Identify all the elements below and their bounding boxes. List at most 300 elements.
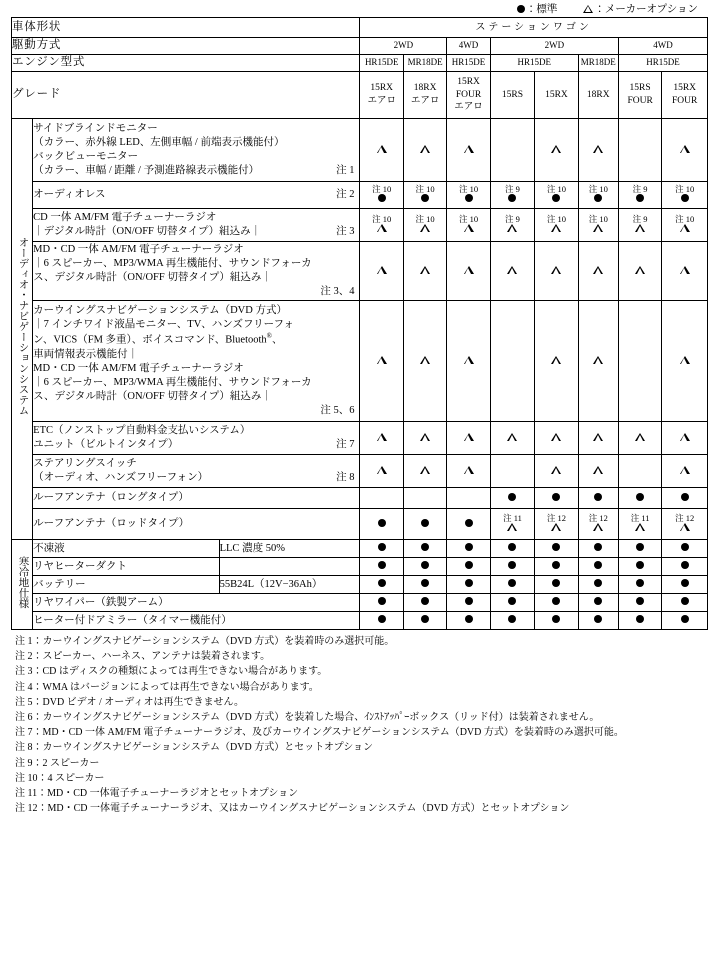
item-line: 不凍液 [33, 542, 65, 554]
triangle-icon [593, 224, 603, 232]
spec-cell [535, 301, 578, 422]
footnote [15, 786, 708, 801]
triangle-icon [420, 145, 430, 153]
cell-mark [535, 194, 577, 205]
spec-cell [578, 540, 618, 558]
spec-cell [403, 182, 446, 209]
cell-mark [535, 579, 577, 590]
item-line: 注 1 （カラー、車幅 / 距離 / 予測進路線表示機能付） [33, 164, 355, 176]
spec-cell [618, 509, 661, 540]
item-line: 注 7 ユニット（ビルトインタイプ） [33, 439, 355, 450]
filled-circle-icon [465, 543, 473, 551]
header-value-grade: 18RX [578, 72, 618, 119]
spec-cell [490, 182, 534, 209]
spec-cell [490, 576, 534, 594]
triangle-icon [420, 466, 430, 474]
spec-cell [535, 612, 578, 630]
cell-note-ref: 注 10 [546, 184, 567, 195]
spec-cell [618, 242, 661, 301]
triangle-icon [507, 433, 517, 441]
footnote [15, 664, 708, 679]
spec-cell [535, 576, 578, 594]
triangle-icon [464, 466, 474, 474]
spec-cell [662, 488, 708, 509]
cell-mark [619, 433, 661, 444]
spec-cell [447, 488, 490, 509]
cell-mark [535, 523, 577, 534]
cell-mark [662, 224, 707, 235]
table-row [12, 119, 708, 182]
footnote-key: 注 10 [15, 772, 38, 784]
spec-cell [578, 182, 618, 209]
cell-mark [491, 194, 534, 205]
cell-mark [662, 523, 707, 534]
filled-circle-icon [465, 194, 473, 202]
spec-cell [535, 488, 578, 509]
spec-cell [403, 119, 446, 182]
filled-circle-icon [594, 615, 602, 623]
spec-cell [490, 488, 534, 509]
filled-circle-icon [594, 597, 602, 605]
cell-mark [447, 266, 489, 277]
row-item-description [33, 422, 360, 455]
spec-cell [360, 576, 403, 594]
cell-mark [360, 543, 402, 554]
item-line: ン、VICS（FM 多重）、ボイスコマンド、Bluetooth®、 [33, 332, 283, 346]
triangle-icon [507, 266, 517, 274]
cell-note-ref: 注 10 [458, 214, 479, 225]
table-row [12, 455, 708, 488]
item-line: ｜6 スピーカー、MP3/WMA 再生機能付、サウンドフォーカ [33, 376, 312, 388]
cell-note-ref: 注 9 [505, 214, 520, 225]
cell-mark [360, 597, 402, 608]
footnote-text: ：MD・CD 一体 AM/FM 電子チューナーラジオ、及びカーウイングスナビゲーションシステム（DVD 方式）を装着時のみ選択可能。 [32, 727, 624, 739]
filled-circle-icon [421, 194, 429, 202]
row-item-description [33, 576, 219, 594]
filled-circle-icon [465, 579, 473, 587]
filled-circle-icon [421, 543, 429, 551]
spec-cell [490, 209, 534, 242]
spec-cell [662, 119, 708, 182]
cell-mark [404, 597, 446, 608]
filled-circle-icon [465, 519, 473, 527]
spec-cell [447, 594, 490, 612]
cell-mark [662, 194, 707, 205]
filled-circle-icon [594, 194, 602, 202]
cell-mark [579, 466, 618, 477]
cell-mark [404, 519, 446, 530]
spec-cell [490, 540, 534, 558]
cell-mark [579, 543, 618, 554]
header-value-drivetrain: 4WD [618, 38, 707, 55]
footnote-key: 注 8 [15, 742, 33, 754]
filled-circle-icon [552, 579, 560, 587]
spec-cell [447, 612, 490, 630]
item-line: カーウイングスナビゲーションシステム（DVD 方式） [33, 305, 287, 317]
triangle-icon [464, 266, 474, 274]
cell-mark [360, 356, 402, 367]
triangle-icon [551, 433, 561, 441]
cell-mark [662, 579, 707, 590]
row-item-description [33, 119, 360, 182]
filled-circle-icon [681, 615, 689, 623]
table-row [12, 182, 708, 209]
footnote-text: ：WMA はバージョンによっては再生できない場合があります。 [32, 681, 319, 693]
table-row [12, 576, 708, 594]
cell-mark [404, 561, 446, 572]
filled-circle-icon [594, 579, 602, 587]
filled-circle-icon [465, 561, 473, 569]
cell-mark [619, 579, 661, 590]
filled-circle-icon [421, 597, 429, 605]
cell-mark [662, 561, 707, 572]
spec-cell [662, 509, 708, 540]
cell-note-ref: 注 10 [675, 184, 695, 195]
cell-note-ref: 注 10 [546, 214, 567, 225]
cell-mark [447, 579, 489, 590]
cell-mark [360, 615, 402, 626]
header-value-engine: HR15DE [490, 55, 578, 72]
cell-mark [447, 433, 489, 444]
filled-circle-icon [636, 579, 644, 587]
category-audio-nav [12, 119, 33, 540]
spec-cell [490, 422, 534, 455]
header-label-grade: グレード [12, 72, 360, 119]
footnote-key: 注 7 [15, 727, 33, 739]
footnote-key: 注 6 [15, 711, 33, 723]
cell-mark [360, 194, 402, 205]
spec-cell [403, 242, 446, 301]
spec-cell [535, 242, 578, 301]
spec-cell [662, 242, 708, 301]
spec-cell [490, 242, 534, 301]
header-value-engine: MR18DE [403, 55, 446, 72]
cell-mark [491, 597, 534, 608]
cell-mark [662, 543, 707, 554]
header-value-engine: HR15DE [618, 55, 707, 72]
row-item-description [33, 301, 360, 422]
filled-circle-icon [552, 561, 560, 569]
header-label-engine: エンジン型式 [12, 55, 360, 72]
triangle-icon [583, 5, 593, 13]
item-line: ス、デジタル時計（ON/OFF 切替タイプ）組込み｜ [33, 390, 272, 402]
spec-cell [490, 455, 534, 488]
footnote-key: 注 3 [15, 666, 33, 678]
spec-cell [662, 182, 708, 209]
triangle-icon [635, 266, 645, 274]
footnotes-block [11, 634, 708, 816]
triangle-icon [551, 266, 561, 274]
spec-cell [618, 558, 661, 576]
footnote-key: 注 5 [15, 696, 33, 708]
spec-cell [662, 594, 708, 612]
legend [11, 0, 708, 17]
cell-note-ref: 注 10 [588, 184, 608, 195]
table-row [12, 488, 708, 509]
footnote [15, 634, 708, 649]
item-note-ref: 注 8 [336, 472, 355, 483]
cell-note-ref: 注 9 [632, 214, 648, 225]
cell-mark [535, 266, 577, 277]
cell-mark [535, 356, 577, 367]
item-note-ref: 注 1 [336, 164, 355, 176]
legend-item-standard [517, 1, 558, 16]
spec-cell [662, 558, 708, 576]
spec-cell [618, 301, 661, 422]
cell-mark [491, 561, 534, 572]
filled-circle-icon [594, 493, 602, 501]
spec-cell [403, 612, 446, 630]
triangle-icon [593, 466, 603, 474]
cell-mark [619, 194, 661, 205]
triangle-icon [593, 145, 603, 153]
spec-cell [360, 540, 403, 558]
cell-note-ref: 注 10 [415, 184, 435, 195]
filled-circle-icon [681, 597, 689, 605]
spec-cell [535, 455, 578, 488]
triangle-icon [635, 433, 645, 441]
row-item-description [33, 242, 360, 301]
legend-label-maker-option: ：メーカーオプション [594, 4, 698, 15]
row-item-description [33, 558, 219, 576]
header-row-grade [12, 72, 708, 119]
cell-mark [447, 615, 489, 626]
triangle-icon [551, 466, 561, 474]
cell-mark [535, 615, 577, 626]
triangle-icon [377, 266, 387, 274]
spec-cell [360, 455, 403, 488]
spec-cell [447, 455, 490, 488]
filled-circle-icon [421, 579, 429, 587]
triangle-icon [507, 523, 517, 531]
footnote-text: ：カーウイングスナビゲーションシステム（DVD 方式）とセットオプション [32, 742, 374, 754]
filled-circle-icon [681, 194, 689, 202]
spec-cell [447, 509, 490, 540]
cell-mark [619, 561, 661, 572]
row-item-subvalue: 55B24L（12V−36Ah） [219, 576, 360, 594]
header-value-engine: HR15DE [360, 55, 403, 72]
spec-cell [535, 182, 578, 209]
cell-mark [360, 266, 402, 277]
cell-note-ref: 注 12 [675, 513, 695, 524]
cell-mark [579, 493, 618, 504]
cell-mark [619, 597, 661, 608]
spec-cell [578, 455, 618, 488]
triangle-icon [680, 266, 690, 274]
filled-circle-icon [552, 615, 560, 623]
footnote-text: ：4 スピーカー [37, 772, 105, 784]
table-row [12, 301, 708, 422]
item-note-ref: 注 7 [336, 439, 355, 450]
cell-mark [535, 224, 577, 235]
cell-mark [447, 543, 489, 554]
filled-circle-icon [681, 543, 689, 551]
cell-mark [447, 194, 489, 205]
triangle-icon [593, 266, 603, 274]
spec-cell [662, 576, 708, 594]
header-value-engine: HR15DE [447, 55, 490, 72]
cell-mark [404, 145, 446, 156]
footnote-key: 注 4 [15, 681, 33, 693]
spec-cell [403, 540, 446, 558]
triangle-icon [551, 145, 561, 153]
cell-mark [579, 224, 618, 235]
table-row [12, 558, 708, 576]
cell-mark [579, 194, 618, 205]
cell-note-ref: 注 10 [372, 184, 392, 195]
row-item-description [33, 455, 360, 488]
header-value-grade: 15RX FOUR [662, 72, 708, 119]
cell-mark [404, 266, 446, 277]
spec-cell [447, 301, 490, 422]
triangle-icon [680, 466, 690, 474]
cell-mark [360, 145, 402, 156]
filled-circle-icon [636, 493, 644, 501]
filled-circle-icon [378, 519, 386, 527]
spec-cell [535, 594, 578, 612]
footnote [15, 756, 708, 771]
item-line: ス、デジタル時計（ON/OFF 切替タイプ）組込み｜ [33, 272, 272, 283]
spec-cell [490, 594, 534, 612]
filled-circle-icon [508, 194, 516, 202]
cell-mark [404, 433, 446, 444]
cell-mark [662, 145, 707, 156]
footnote-key: 注 12 [15, 803, 38, 815]
cell-mark [662, 493, 707, 504]
spec-cell [490, 612, 534, 630]
triangle-icon [635, 224, 645, 232]
item-note-ref: 注 5、6 [320, 404, 355, 416]
filled-circle-icon [508, 597, 516, 605]
row-item-description [33, 209, 360, 242]
spec-cell [360, 612, 403, 630]
filled-circle-icon [421, 615, 429, 623]
item-line: 注 3 ｜デジタル時計（ON/OFF 切替タイプ）組込み｜ [33, 226, 355, 237]
cell-mark [491, 523, 534, 534]
spec-cell [662, 612, 708, 630]
item-line: バックビューモニター [33, 151, 139, 162]
spec-cell [403, 422, 446, 455]
spec-cell [360, 509, 403, 540]
filled-circle-icon [378, 561, 386, 569]
spec-cell [360, 209, 403, 242]
cell-mark [535, 561, 577, 572]
spec-cell [360, 242, 403, 301]
cell-mark [579, 561, 618, 572]
cell-note-ref: 注 12 [546, 513, 567, 524]
triangle-icon [680, 356, 690, 364]
footnote-text: ：カーウイングスナビゲーションシステム（DVD 方式）を装着時のみ選択可能。 [32, 636, 395, 647]
cell-note-ref: 注 12 [588, 513, 608, 524]
cell-mark [404, 466, 446, 477]
triangle-icon [507, 224, 517, 232]
cell-mark [535, 433, 577, 444]
item-line: ETC（ノンストップ自動料金支払いシステム） [33, 425, 251, 437]
spec-cell [490, 119, 534, 182]
spec-cell [535, 509, 578, 540]
cell-mark [579, 615, 618, 626]
cell-mark [579, 579, 618, 590]
spec-cell [578, 558, 618, 576]
header-value-engine: MR18DE [578, 55, 618, 72]
spec-cell [578, 488, 618, 509]
item-line: サイドブラインドモニター [33, 123, 158, 135]
table-row [12, 594, 708, 612]
spec-cell [360, 594, 403, 612]
cell-mark [360, 561, 402, 572]
header-value-drivetrain: 2WD [360, 38, 447, 55]
header-row-body-type [12, 18, 708, 38]
filled-circle-icon [517, 5, 525, 13]
spec-cell [360, 182, 403, 209]
cell-mark [491, 224, 534, 235]
triangle-icon [420, 266, 430, 274]
footnote-key: 注 1 [15, 636, 33, 647]
row-item-description [33, 509, 360, 540]
cell-note-ref: 注 10 [675, 214, 695, 225]
cell-note-ref: 注 9 [632, 184, 648, 195]
spec-cell [535, 119, 578, 182]
spec-cell [662, 209, 708, 242]
cell-mark [360, 519, 402, 530]
item-note-ref: 注 3、4 [320, 285, 355, 297]
row-item-description [33, 488, 360, 509]
filled-circle-icon [636, 597, 644, 605]
triangle-icon [464, 356, 474, 364]
cell-mark [491, 579, 534, 590]
triangle-icon [551, 523, 561, 531]
cell-mark [535, 493, 577, 504]
footnote-text: ：MD・CD 一体電子チューナーラジオとセットオプション [37, 787, 299, 799]
filled-circle-icon [378, 597, 386, 605]
cell-note-ref: 注 11 [630, 513, 650, 524]
specification-table [11, 17, 708, 630]
row-item-description [33, 182, 360, 209]
triangle-icon [593, 523, 603, 531]
cell-mark [491, 493, 534, 504]
cell-mark [662, 615, 707, 626]
cell-mark [360, 579, 402, 590]
cell-mark [535, 543, 577, 554]
spec-cell [403, 209, 446, 242]
item-line: （カラー、赤外線 LED、左側車幅 / 前端表示機能付） [33, 137, 285, 149]
triangle-icon [377, 224, 387, 232]
cell-mark [579, 523, 618, 534]
spec-cell [447, 242, 490, 301]
cell-mark [579, 266, 618, 277]
cell-note-ref: 注 10 [458, 184, 479, 195]
filled-circle-icon [552, 493, 560, 501]
spec-cell [578, 119, 618, 182]
cell-mark [619, 615, 661, 626]
item-note-ref: 注 3 [336, 226, 355, 237]
footnote-key: 注 2 [15, 651, 33, 663]
filled-circle-icon [378, 543, 386, 551]
cell-mark [579, 356, 618, 367]
spec-cell [578, 509, 618, 540]
footnote-text: ：DVD ビデオ / オーディオは再生できません。 [32, 696, 245, 708]
table-row [12, 242, 708, 301]
filled-circle-icon [681, 561, 689, 569]
cell-mark [404, 579, 446, 590]
item-line: バッテリー [33, 578, 86, 590]
spec-cell [447, 540, 490, 558]
spec-cell [447, 119, 490, 182]
cell-mark [662, 597, 707, 608]
cell-mark [619, 266, 661, 277]
spec-cell [662, 301, 708, 422]
footnote-text: ：カーウイングスナビゲーションシステム（DVD 方式）を装着した場合、ｲﾝｽﾄｱｯﾊﾟｰボックス（リッド付）は装着されません。 [32, 711, 600, 723]
